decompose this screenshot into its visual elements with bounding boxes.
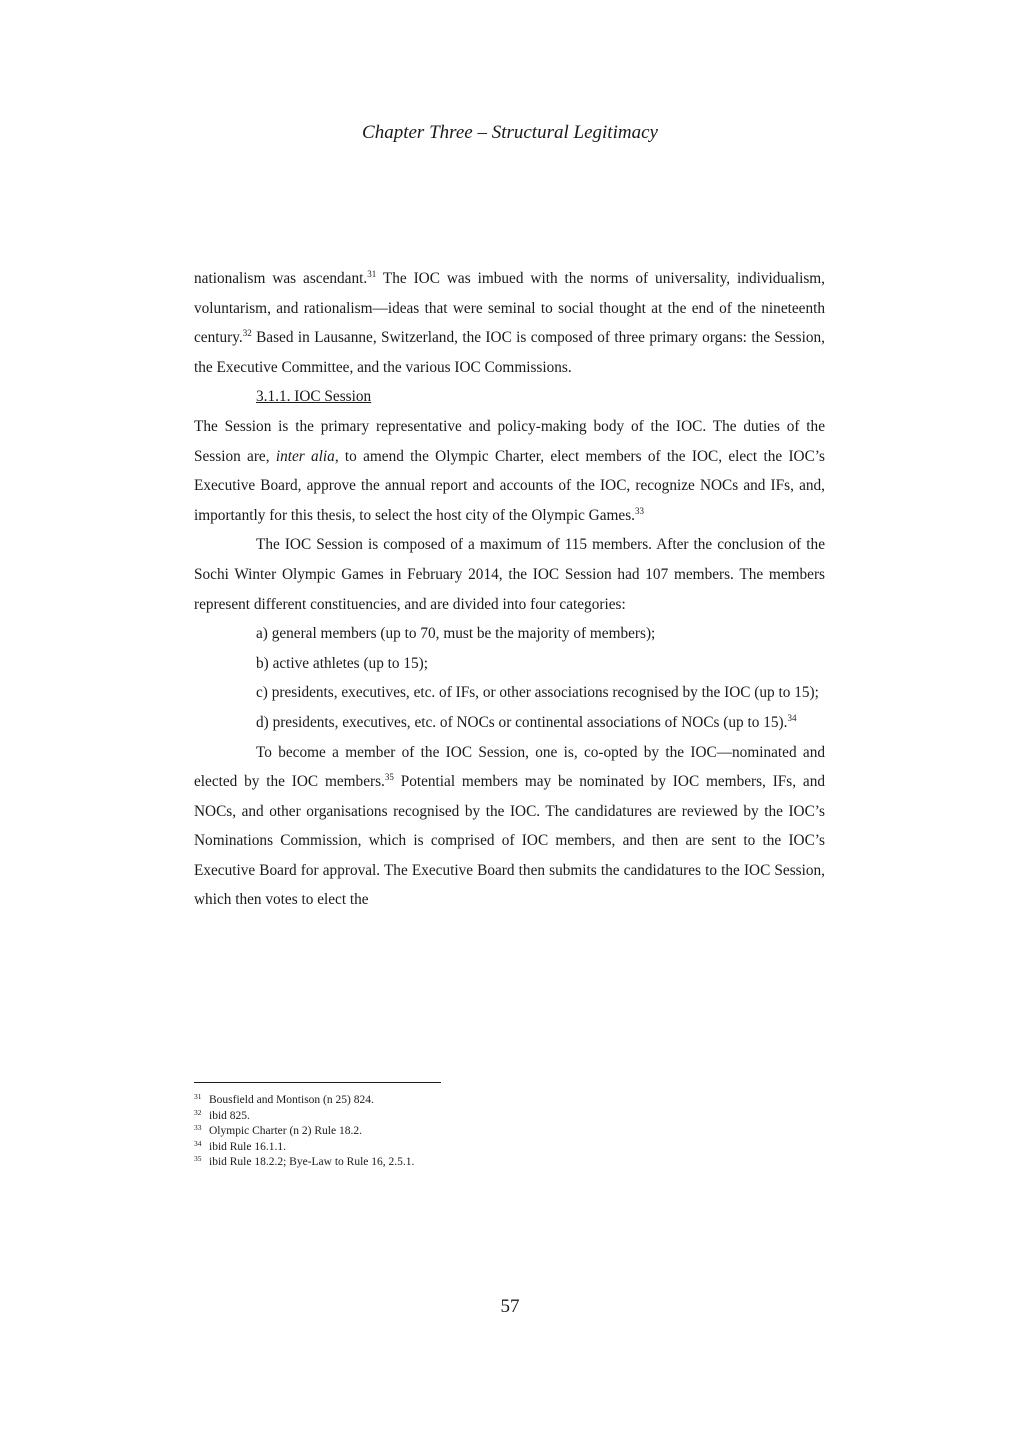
text-run: The IOC was imbued with the norms of universality, individualism, voluntarism, and rationalism—ideas that were seminal to social thought at the end of the nineteenth century.: [194, 270, 825, 347]
footnote-ref-32[interactable]: 32: [242, 328, 252, 339]
footnote-text: ibid Rule 18.2.2; Bye-Law to Rule 16, 2.5.1.: [209, 1156, 415, 1168]
page-number: 57: [500, 1296, 520, 1317]
paragraph-4: [194, 738, 825, 916]
running-header: Chapter Three – Structural Legitimacy: [362, 122, 658, 143]
footnote-31: 31 Bousfield and Montison (n 25) 824.: [194, 1092, 374, 1106]
list-item-a: a) general members (up to 70, must be the majority of members);: [256, 625, 656, 643]
text-run: Based in Lausanne, Switzerland, the IOC is composed of three primary organs: the Session, the Executive Committee, and the various IOC Commissions.: [194, 329, 825, 376]
footnotes: [194, 1093, 825, 1171]
italic-phrase: inter alia: [275, 447, 335, 465]
footnote-text: Olympic Charter (n 2) Rule 18.2.: [209, 1125, 362, 1137]
paragraph-2: [194, 412, 825, 530]
footnote-ref-34[interactable]: 34: [787, 712, 797, 723]
footnote-separator: [194, 1082, 441, 1083]
text-run: , to amend the Olympic Charter, elect members of the IOC, elect the IOC’s Executive Board, approve the annual report and accounts of the IOC, recognize NOCs and IFs, and, importantly for this thesis, to select the host city of the Olympic Games.: [194, 447, 825, 524]
paragraph-3: The IOC Session is composed of a maximum of 115 members. After the conclusion of the Sochi Winter Olympic Games in February 2014, the IOC Session had 107 members. The members represent different constituencies, and are divided into four categories:: [194, 536, 825, 613]
text-run: nationalism was ascendant.: [194, 270, 368, 287]
list-item-b: b) active athletes (up to 15);: [256, 654, 429, 672]
body-text: [194, 264, 825, 915]
list-item-d: [194, 708, 825, 738]
footnote-33: 33 Olympic Charter (n 2) Rule 18.2.: [194, 1123, 362, 1137]
footnote-ref-31[interactable]: 31: [367, 269, 377, 279]
footnote-ref-33[interactable]: 33: [634, 505, 644, 516]
footnote-text: ibid Rule 16.1.1.: [209, 1140, 286, 1153]
footnote-ref-35[interactable]: 35: [384, 772, 394, 783]
section-heading: 3.1.1. IOC Session: [256, 388, 372, 406]
footnote-text: ibid 825.: [209, 1109, 250, 1122]
text-run: The Session is the primary representative and policy-making body of the IOC. The duties of the Session are,: [194, 417, 825, 465]
paragraph-1: [194, 264, 825, 382]
footnote-32: 32 ibid 825.: [194, 1107, 250, 1122]
footnote-34: 34 ibid Rule 16.1.1.: [194, 1138, 286, 1153]
text-run: d) presidents, executives, etc. of NOCs or continental associations of NOCs (up to 15).: [256, 713, 788, 731]
footnote-text: Bousfield and Montison (n 25) 824.: [209, 1094, 374, 1106]
footnote-35: 35 ibid Rule 18.2.2; Bye-Law to Rule 16, 2.5.1.: [194, 1154, 415, 1168]
text-run: To become a member of the IOC Session, one is, co-opted by the IOC—nominated and elected by the IOC members.: [194, 743, 825, 791]
list-item-c: c) presidents, executives, etc. of IFs, or other associations recognised by the IOC (up to 15);: [256, 684, 819, 702]
text-run: Potential members may be nominated by IOC members, IFs, and NOCs, and other organisations recognised by the IOC. The candidatures are reviewed by the IOC’s Nominations Commission, which is comprised of IOC members, and then are sent to the IOC’s Executive Board for approval. The Executive Board then submits the candidatures to the IOC Session, which then votes to elect the: [194, 773, 826, 909]
